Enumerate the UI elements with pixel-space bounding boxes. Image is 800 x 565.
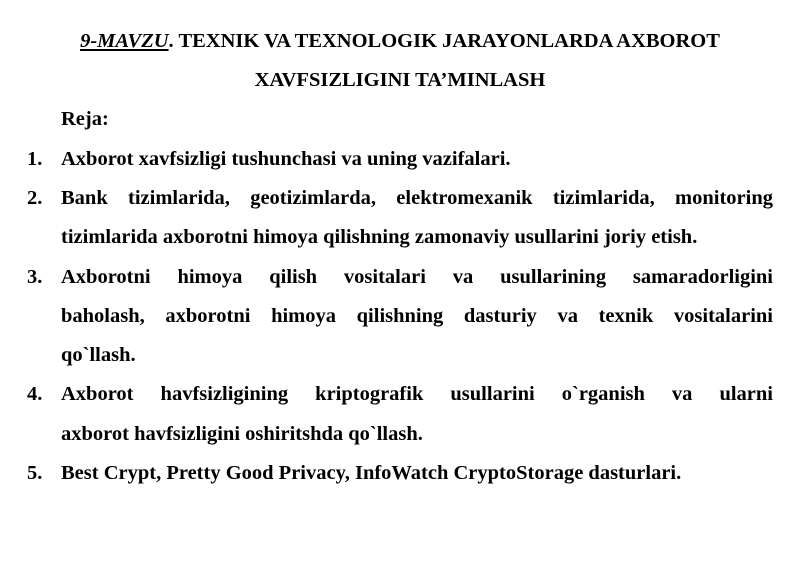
list-item-line: Axborotni himoya qilish vositalari va usullarining samaradorligini	[61, 266, 773, 288]
list-item-line: axborot havfsizligini oshiritshda qo`llash.	[61, 423, 423, 445]
list-item-number: 3.	[27, 266, 43, 288]
title-text-line-1: TEXNIK VA TEXNOLOGIK JARAYONLARDA AXBOROT	[178, 30, 720, 52]
list-item-number: 5.	[27, 462, 43, 484]
document-title-line-1	[24, 28, 776, 54]
list-item-line: Axborot havfsizligining kriptografik usullarini o`rganish va ularni	[61, 383, 773, 405]
list-item-line: Bank tizimlarida, geotizimlarda, elektromexanik tizimlarida, monitoring	[61, 187, 773, 209]
list-item-line: qo`llash.	[61, 344, 136, 366]
topic-number: 9-MAVZU	[80, 30, 169, 52]
list-item-line: Best Crypt, Pretty Good Privacy, InfoWatch CryptoStorage dasturlari.	[61, 462, 682, 484]
list-item-line: tizimlarida axborotni himoya qilishning zamonaviy usullarini joriy etish.	[61, 226, 698, 248]
list-item-number: 1.	[27, 148, 43, 170]
document-title-line-2: XAVFSIZLIGINI TA’MINLASH	[254, 69, 546, 91]
list-item-line: baholash, axborotni himoya qilishning dasturiy va texnik vositalarini	[61, 305, 773, 327]
list-item-number: 4.	[27, 383, 43, 405]
list-item-number: 2.	[27, 187, 43, 209]
plan-label: Reja:	[61, 108, 109, 130]
topic-separator: .	[168, 30, 179, 52]
list-item-line: Axborot xavfsizligi tushunchasi va uning vazifalari.	[61, 148, 511, 170]
